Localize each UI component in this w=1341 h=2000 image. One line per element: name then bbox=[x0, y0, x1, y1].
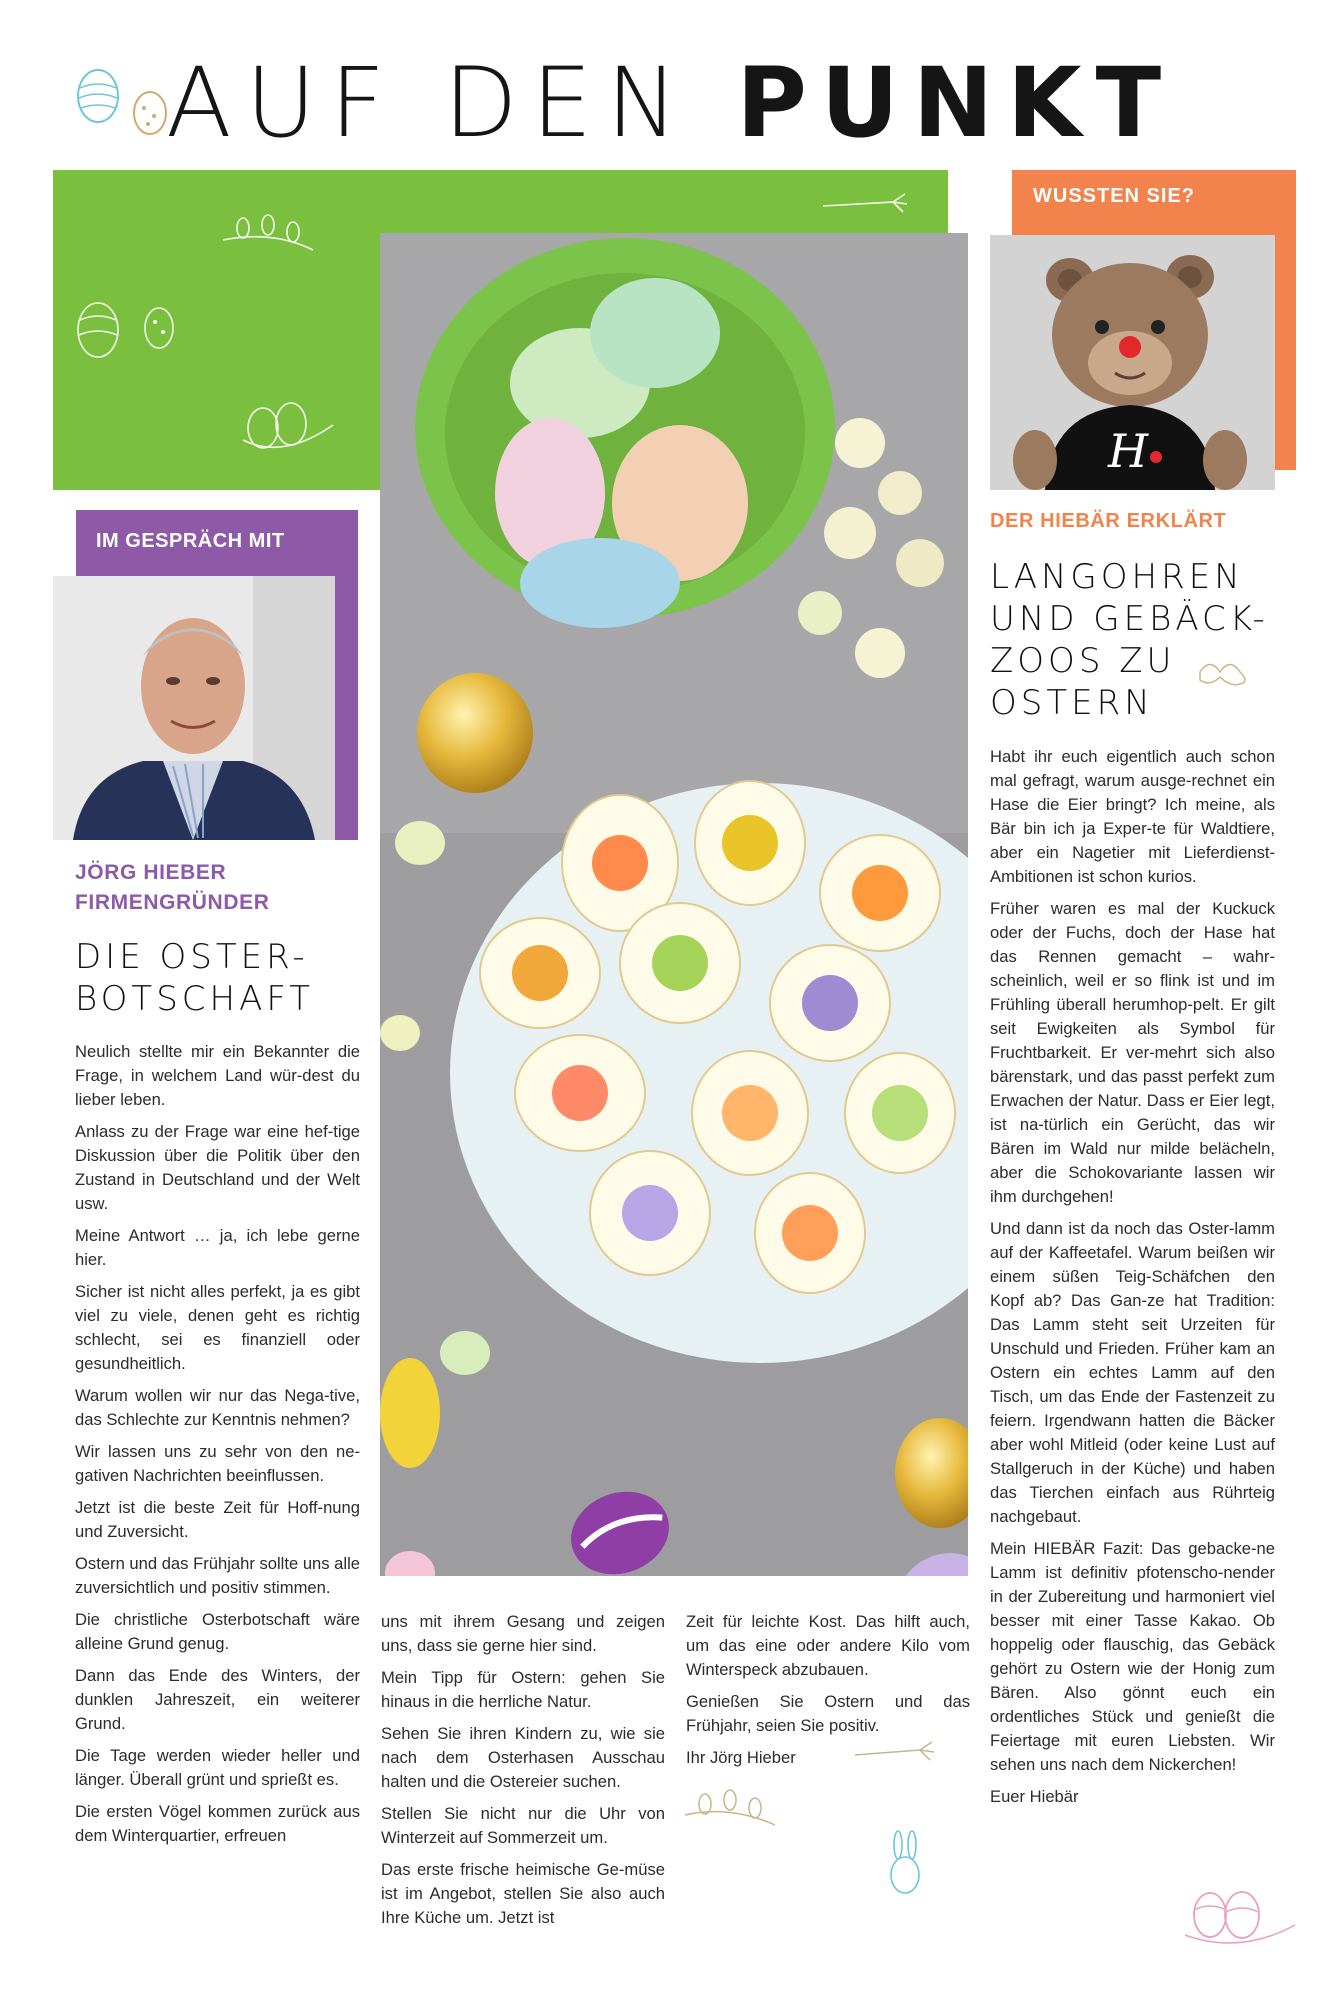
easter-egg-icon bbox=[243, 403, 333, 448]
paragraph: Mein HIEBÄR Fazit: Das gebacke-ne Lamm ist definitiv pfotenscho-nender in der Zubereitung und harmoniert viel besser mit einer Tasse Kakao. Ob hoppelig oder flauschig, das Gebäck gehört zu Ostern wie der Honig zum Bären. Also gönnt euch ein ordentliches Stück und genießt die Feiertage mit euren Liebsten. Wir sehen uns nach dem Nickerchen! bbox=[990, 1539, 1275, 1774]
paragraph: Die christliche Osterbotschaft wäre alleine Grund genug. bbox=[75, 1610, 360, 1653]
wussten-sie-label: WUSSTEN SIE? bbox=[1033, 185, 1196, 207]
hiebaer-headline bbox=[990, 556, 1290, 724]
interviewee-role-line: FIRMENGRÜNDER bbox=[75, 891, 270, 914]
paragraph: Die Tage werden wieder heller und länger. Überall grünt und sprießt es. bbox=[75, 1746, 360, 1789]
masthead-bold: PUNKT bbox=[736, 47, 1176, 159]
interview-headline bbox=[75, 936, 375, 1020]
headline-line: UND GEBÄCK- bbox=[990, 599, 1269, 639]
paragraph: Neulich stellte mir ein Bekannter die Frage, in welchem Land wür-dest du lieber leben. bbox=[75, 1042, 360, 1109]
interview-column-1 bbox=[75, 1040, 360, 1856]
hiebaer-mascot-image bbox=[990, 235, 1275, 490]
portrait-photo bbox=[53, 576, 335, 840]
hiebaer-kicker: DER HIEBÄR ERKLÄRT bbox=[990, 510, 1227, 532]
braided-bread-icon bbox=[1195, 652, 1255, 692]
easter-eggs-photo bbox=[380, 233, 968, 1576]
paragraph: Früher waren es mal der Kuckuck oder der Fuchs, doch der Hase hat das Rennen gemacht – wahr-scheinlich, weil er so flink ist und im Frühling überall herumhop-pelt. Er gilt seit Ewigkeiten als Symbol für Fruchtbarkeit. Er ver-mehrt sich also bärenstark, und das passt perfekt zum Erwachen der Natur. Dass er Eier legt, ist na-türlich ein Gerücht, das wir Bären im Wald nur milde belächeln, aber die Schokovariante lassen wir ihm durchgehen! bbox=[990, 899, 1275, 1206]
paragraph: Jetzt ist die beste Zeit für Hoff-nung und Zuversicht. bbox=[75, 1498, 360, 1541]
paragraph: Sicher ist nicht alles perfekt, ja es gibt viel zu viele, denen geht es richtig schlecht, sei es finanziell oder gesundheitlich. bbox=[75, 1282, 360, 1373]
easter-egg-icon bbox=[1180, 1880, 1300, 1950]
paragraph: Sehen Sie ihren Kindern zu, wie sie nach dem Osterhasen Ausschau halten und die Ostereier suchen. bbox=[381, 1724, 665, 1791]
easter-egg-icon bbox=[78, 303, 173, 357]
paragraph: Meine Antwort … ja, ich lebe gerne hier. bbox=[75, 1226, 360, 1269]
svg-text:H: H bbox=[1108, 424, 1149, 478]
paragraph: Stellen Sie nicht nur die Uhr von Winterzeit auf Sommerzeit um. bbox=[381, 1804, 665, 1847]
signature: Ihr Jörg Hieber bbox=[686, 1748, 796, 1767]
branch-icon bbox=[685, 1790, 775, 1825]
carrot-icon bbox=[823, 194, 907, 212]
interviewee-name bbox=[75, 858, 360, 918]
bunny-icon bbox=[891, 1831, 919, 1893]
paragraph: Das erste frische heimische Ge-müse ist im Angebot, stellen Sie also auch Ihre Küche um. Jetzt ist bbox=[381, 1860, 665, 1927]
paragraph: Habt ihr euch eigentlich auch schon mal gefragt, warum ausge-rechnet ein Hase die Eier bringt? Ich meine, als Bär bin ich ja Exper-te für Waldtiere, aber ein Nagetier mit Lieferdienst-Ambitionen ist schon kurios. bbox=[990, 747, 1275, 886]
paragraph: Ostern und das Frühjahr sollte uns alle zuversichtlich und positiv stimmen. bbox=[75, 1554, 361, 1597]
im-gespraech-label: IM GESPRÄCH MIT bbox=[96, 530, 285, 552]
paragraph: Wir lassen uns zu sehr von den ne-gativen Nachrichten beeinflussen. bbox=[75, 1442, 360, 1485]
headline-line: ZOOS ZU bbox=[990, 641, 1176, 681]
carrot-icon bbox=[855, 1742, 934, 1760]
headline-line: OSTERN bbox=[990, 683, 1154, 723]
interview-column-2 bbox=[381, 1610, 665, 1938]
headline-line: BOTSCHAFT bbox=[75, 979, 315, 1019]
paragraph: Die ersten Vögel kommen zurück aus dem Winterquartier, erfreuen bbox=[75, 1802, 360, 1845]
paragraph: Genießen Sie Ostern und das Frühjahr, seien Sie positiv. bbox=[686, 1692, 970, 1735]
headline-line: DIE OSTER- bbox=[75, 937, 309, 977]
paragraph: Dann das Ende des Winters, der dunklen Jahreszeit, ein weiterer Grund. bbox=[75, 1666, 360, 1733]
masthead-title bbox=[0, 48, 1341, 158]
hiebaer-column bbox=[990, 745, 1275, 1817]
bottom-doodles bbox=[680, 1720, 980, 1920]
paragraph: Warum wollen wir nur das Nega-tive, das Schlechte zur Kenntnis nehmen? bbox=[75, 1386, 360, 1429]
masthead-light: AUF DEN bbox=[165, 47, 692, 159]
paragraph: Zeit für leichte Kost. Das hilft auch, um das eine oder andere Kilo vom Winterspeck abzubauen. bbox=[686, 1612, 970, 1679]
branch-icon bbox=[223, 215, 313, 250]
paragraph: Und dann ist da noch das Oster-lamm auf der Kaffeetafel. Warum beißen wir einem süßen Teig-Schäfchen den Kopf ab? Das Gan-ze hat Tradition: Das Lamm steht seit Urzeiten für Unschuld und Frieden. Früher kam an Ostern ein echtes Lamm auf den Tisch, um das Ende der Fastenzeit zu feiern. Irgendwann hatten die Bäcker aber wohl Mitleid (oder keine Lust auf Stallgeruch in der Küche) und haben das Tierchen einfach aus Rührteig nachgebaut. bbox=[990, 1219, 1275, 1526]
paragraph: Anlass zu der Frage war eine hef-tige Diskussion über die Politik über den Zustand in Deutschland und der Welt usw. bbox=[75, 1122, 360, 1213]
easter-egg-icon bbox=[68, 58, 183, 148]
headline-line: LANGOHREN bbox=[990, 557, 1244, 597]
paragraph: Mein Tipp für Ostern: gehen Sie hinaus in die herrliche Natur. bbox=[381, 1668, 665, 1711]
interviewee-name-line: JÖRG HIEBER bbox=[75, 861, 227, 884]
signature: Euer Hiebär bbox=[990, 1787, 1079, 1806]
paragraph: uns mit ihrem Gesang und zeigen uns, dass sie gerne hier sind. bbox=[381, 1612, 665, 1655]
